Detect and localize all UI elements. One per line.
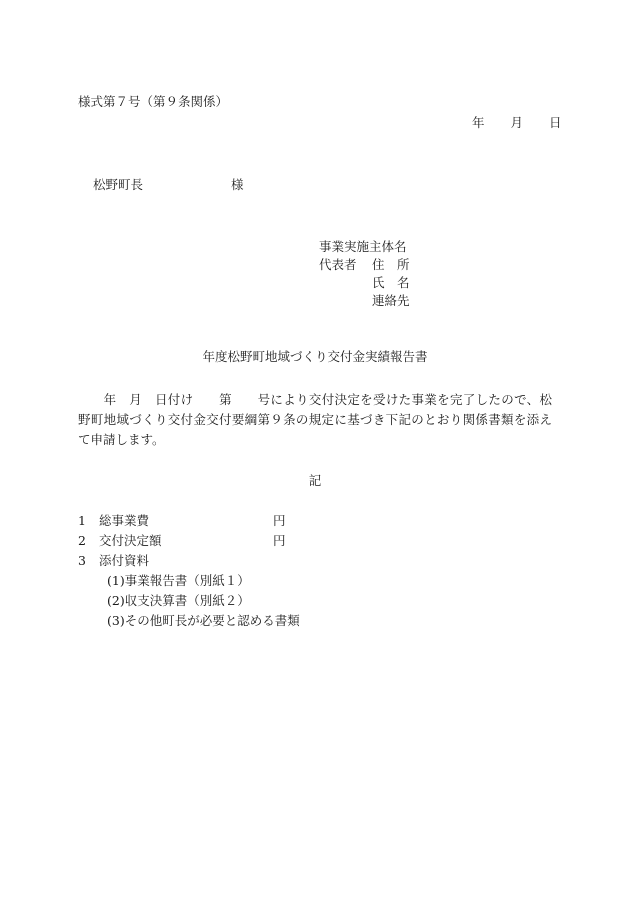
applicant-name-label: 氏 名 [372, 275, 410, 290]
applicant-contact-label: 連絡先 [372, 293, 410, 308]
applicant-org-label: 事業実施主体名 [319, 239, 407, 254]
date-day: 日 [548, 115, 562, 130]
item-unit: 円 [273, 513, 286, 528]
attachment-item: (1)事業報告書（別紙１） [107, 573, 250, 588]
list-item [78, 555, 300, 575]
addressee [93, 179, 244, 192]
body-paragraph: 年 月 日付け 第 号により交付決定を受けた事業を完了したので、松野町地域づくり交付金交付要綱第９条の規定に基づき下記のとおり関係書類を添えて申請します。 [78, 392, 552, 447]
item-number: 3 [78, 553, 86, 568]
applicant-address-label: 住 所 [372, 257, 410, 272]
applicant-rep-label: 代表者 [319, 257, 357, 272]
addressee-honorific: 様 [231, 177, 244, 192]
date-line [472, 117, 561, 130]
item-list [78, 515, 300, 635]
document-title: 年度松野町地域づくり交付金実績報告書 [202, 349, 428, 364]
item-number: 2 [78, 533, 86, 548]
attachment-item: (2)収支決算書（別紙２） [107, 593, 250, 608]
attachment-item: (3)その他町長が必要と認める書類 [107, 613, 300, 628]
item-label: 添付資料 [99, 553, 150, 568]
ki-heading: 記 [308, 473, 322, 488]
item-number: 1 [78, 513, 86, 528]
item-label: 交付決定額 [99, 533, 162, 548]
item-unit: 円 [273, 533, 286, 548]
applicant-block [319, 241, 410, 313]
item-label: 総事業費 [99, 513, 150, 528]
form-number: 様式第７号（第９条関係） [78, 94, 229, 109]
list-item [78, 535, 300, 555]
list-item [78, 515, 300, 535]
date-month: 月 [510, 115, 523, 130]
addressee-name: 松野町長 [93, 177, 144, 192]
date-year: 年 [472, 115, 485, 130]
